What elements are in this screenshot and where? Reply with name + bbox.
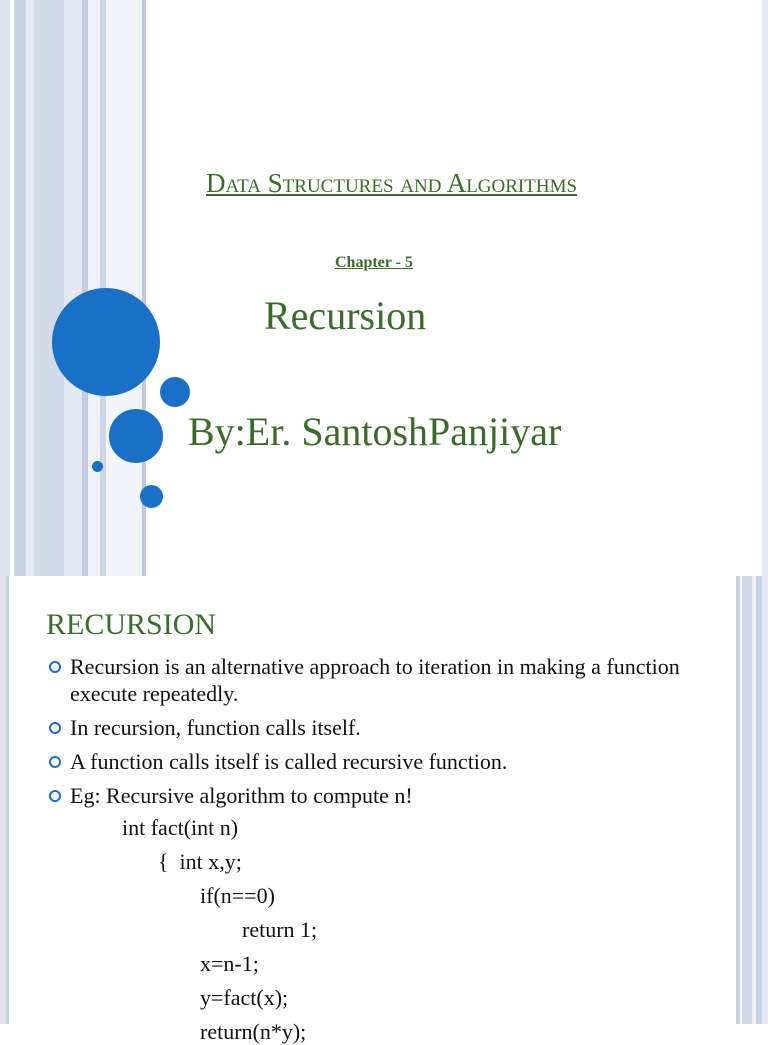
list-item <box>46 653 686 707</box>
decor-stripe <box>26 0 34 576</box>
slide-title: Data Structures and Algorithms <box>206 168 578 198</box>
hollow-circle-bullet-icon <box>49 661 61 673</box>
bullet-text: In recursion, function calls itself. <box>70 715 361 740</box>
decor-stripe <box>34 0 64 576</box>
list-item <box>46 714 686 741</box>
code-line: { int x,y; <box>158 849 242 874</box>
hollow-circle-bullet-icon <box>49 790 61 802</box>
decor-stripe <box>6 576 9 1024</box>
hollow-circle-bullet-icon <box>49 756 61 768</box>
topic-title: Recursion <box>264 293 427 338</box>
list-item <box>46 782 686 809</box>
list-item <box>46 748 686 775</box>
decor-stripe <box>0 0 10 576</box>
author-line: By:Er. SantoshPanjiyar <box>188 409 562 454</box>
decor-stripe <box>14 0 26 576</box>
blue-circle-decoration <box>52 288 160 396</box>
code-line: return(n*y); <box>200 1019 307 1044</box>
bullet-text: Recursion is an alternative approach to iteration in making a function execute repeatedly. <box>70 654 680 706</box>
decor-stripe <box>762 576 768 1024</box>
code-line: if(n==0) <box>200 883 275 908</box>
blue-circle-decoration <box>160 377 190 407</box>
bullet-text: Eg: Recursive algorithm to compute n! <box>70 783 413 808</box>
content-slide <box>0 576 768 1044</box>
code-line: return 1; <box>242 917 318 942</box>
hollow-circle-bullet-icon <box>49 722 61 734</box>
code-line: x=n-1; <box>200 951 259 976</box>
decor-stripe <box>64 0 82 576</box>
blue-circle-decoration <box>109 409 163 463</box>
blue-circle-decoration <box>92 461 103 472</box>
decor-stripe <box>762 0 768 576</box>
code-line: int fact(int n) <box>122 815 239 840</box>
chapter-label: Chapter - 5 <box>335 254 413 271</box>
blue-circle-decoration <box>140 485 163 508</box>
bullet-list <box>46 653 686 816</box>
slide-heading: RECURSION <box>46 608 217 641</box>
code-line: y=fact(x); <box>200 985 289 1010</box>
decor-stripe <box>742 576 752 1024</box>
bullet-text: A function calls itself is called recursive function. <box>70 749 508 774</box>
